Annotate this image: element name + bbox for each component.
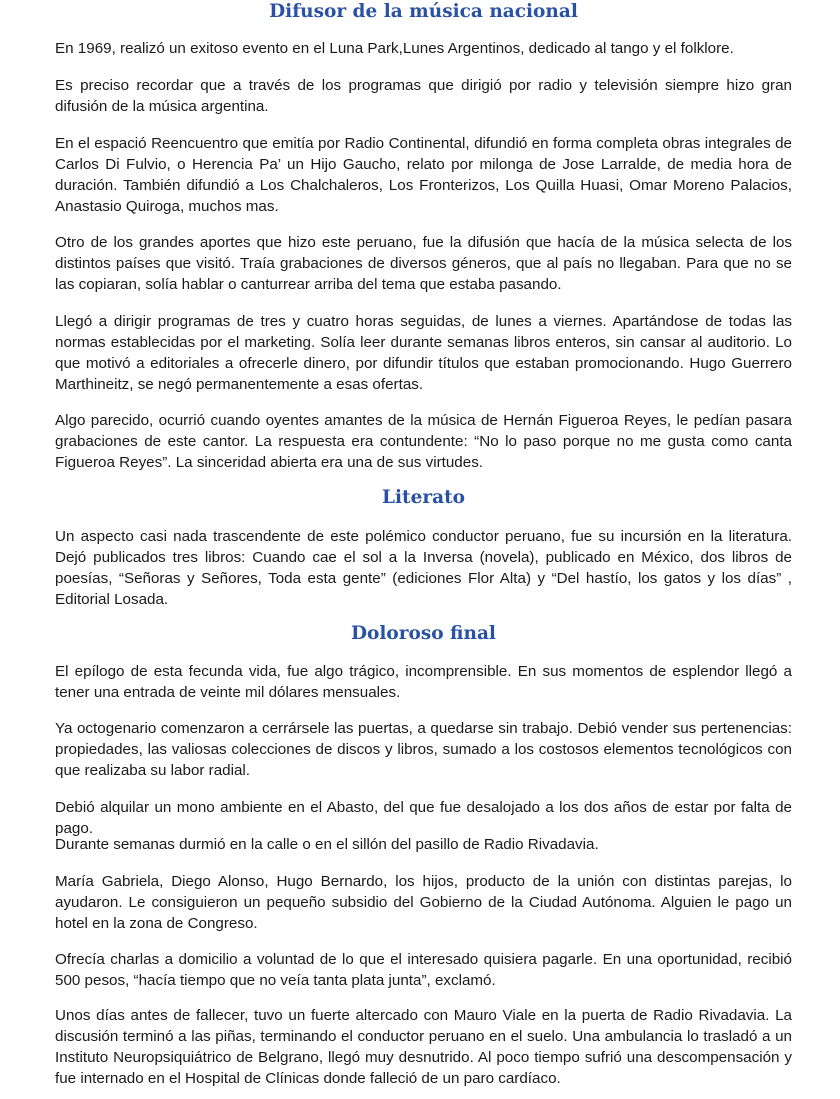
- paragraph: Ya octogenario comenzaron a cerrársele las puertas, a quedarse sin trabajo. Debió vender sus pertenencias: propiedades, las valiosas colecciones de discos y libros, sumado a los costosos elementos tecnológicos con que realizaba su labor radial.: [55, 720, 792, 779]
- paragraph: Otro de los grandes aportes que hizo este peruano, fue la difusión que hacía de la música selecta de los distintos países que visitó. Traía grabaciones de diversos géneros, que al país no llegaban. Para que no se las copiaran, solía hablar o canturrear arriba del tema que estaba pasando.: [55, 234, 792, 293]
- paragraph: Algo parecido, ocurrió cuando oyentes amantes de la música de Hernán Figueroa Reyes, le pedían pasara grabaciones de este cantor. La respuesta era contundente: “No lo paso porque no me gusta como canta Figueroa Reyes”. La sinceridad abierta era una de sus virtudes.: [55, 412, 792, 471]
- paragraph: Durante semanas durmió en la calle o en el sillón del pasillo de Radio Rivadavia.: [55, 836, 599, 853]
- paragraph: Un aspecto casi nada trascendente de este polémico conductor peruano, fue su incursión en la literatura. Dejó publicados tres libros: Cuando cae el sol a la Inversa (novela), publicado en México, dos libros de poesías, “Señoras y Señores, Toda esta gente” (ediciones Flor Alta) y “Del hastío, los gatos y los días” , Editorial Losada.: [55, 528, 792, 608]
- paragraph: Debió alquilar un mono ambiente en el Abasto, del que fue desalojado a los dos años de estar por falta de pago.: [55, 799, 792, 837]
- paragraph: En 1969, realizó un exitoso evento en el Luna Park,Lunes Argentinos, dedicado al tango y el folklore.: [55, 40, 734, 57]
- paragraph: Unos días antes de fallecer, tuvo un fuerte altercado con Mauro Viale en la puerta de Radio Rivadavia. La discusión terminó a las piñas, terminando el conductor peruano en el suelo. Una ambulancia lo trasladó a un Instituto Neuropsiquiátrico de Belgrano, llegó muy desnutrido. Al poco tiempo sufrió una descompensación y fue internado en el Hospital de Clínicas donde falleció de un paro cardíaco.: [55, 1007, 792, 1087]
- section-title-doloroso-final: Doloroso final: [351, 623, 496, 644]
- paragraph: En el espació Reencuentro que emitía por Radio Continental, difundió en forma completa obras integrales de Carlos Di Fulvio, o Herencia Pa’ un Hijo Gaucho, relato por milonga de Jose Larralde, de media hora de duración. También difundió a Los Chalchaleros, Los Fronterizos, Los Quilla Huasi, Omar Moreno Palacios, Anastasio Quiroga, muchos mas.: [55, 135, 792, 215]
- paragraph: Es preciso recordar que a través de los programas que dirigió por radio y televisión siempre hizo gran difusión de la música argentina.: [55, 77, 792, 115]
- section-title-difusor: Difusor de la música nacional: [269, 1, 578, 22]
- paragraph: Ofrecía charlas a domicilio a voluntad de lo que el interesado quisiera pagarle. En una oportunidad, recibió 500 pesos, “hacía tiempo que no veía tanta plata junta”, exclamó.: [55, 951, 792, 989]
- paragraph: El epílogo de esta fecunda vida, fue algo trágico, incomprensible. En sus momentos de esplendor llegó a tener una entrada de veinte mil dólares mensuales.: [55, 663, 792, 701]
- paragraph: María Gabriela, Diego Alonso, Hugo Bernardo, los hijos, producto de la unión con distintas parejas, lo ayudaron. Le consiguieron un pequeño subsidio del Gobierno de la Ciudad Autónoma. Alguien le pago un hotel en la zona de Congreso.: [55, 873, 792, 932]
- section-title-literato: Literato: [382, 487, 465, 508]
- paragraph: Llegó a dirigir programas de tres y cuatro horas seguidas, de lunes a viernes. Apartándose de todas las normas establecidas por el marketing. Solía leer durante semanas libros enteros, sin cansar al auditorio. Lo que motivó a editoriales a ofrecerle dinero, por difundir títulos que estaban promocionando. Hugo Guerrero Marthineitz, se negó permanentemente a esas ofertas.: [55, 313, 792, 393]
